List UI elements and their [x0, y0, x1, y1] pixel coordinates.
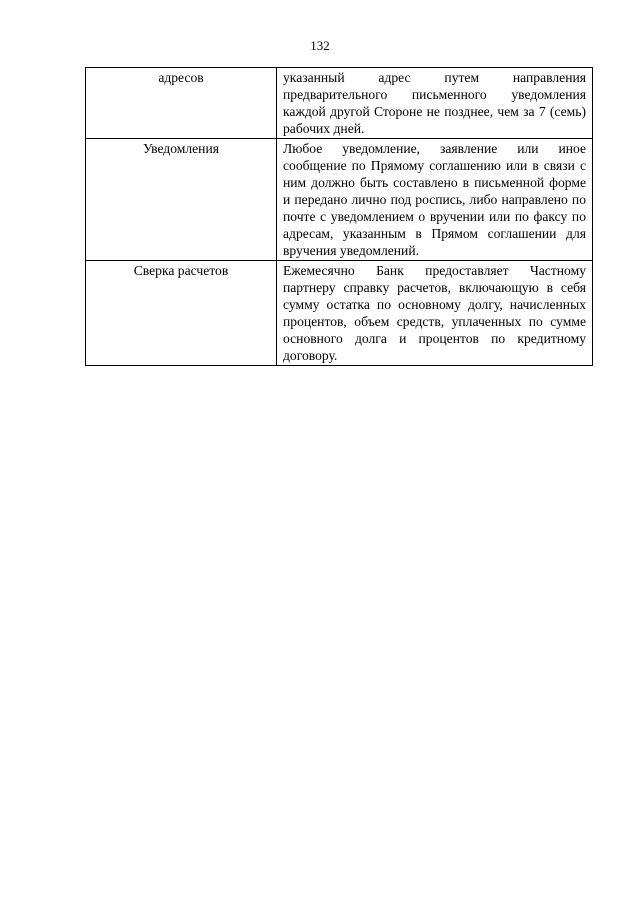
term-cell-addresses: адресов: [86, 68, 277, 139]
table-row: [86, 139, 593, 261]
terms-table: [85, 67, 593, 366]
table-row: [86, 261, 593, 366]
description-cell-notifications: Любое уведомление, заявление или иное сообщение по Прямому соглашению или в связи с ним должно быть составлено в письменной форме и передано лично под роспись, либо направлено по почте с уведомлением о вручении или по факсу по адресам, указанным в Прямом соглашении для вручения уведомлений.: [277, 139, 593, 261]
table-row: [86, 68, 593, 139]
term-cell-notifications: Уведомления: [86, 139, 277, 261]
page-number: 132: [310, 38, 330, 53]
term-cell-reconciliation: Сверка расчетов: [86, 261, 277, 366]
description-cell-reconciliation: Ежемесячно Банк предоставляет Частному партнеру справку расчетов, включающую в себя сумму остатка по основному долгу, начисленных процентов, объем средств, уплаченных по сумме основного долга и процентов по кредитному договору.: [277, 261, 593, 366]
description-cell-addresses: указанный адрес путем направления предварительного письменного уведомления каждой другой Стороне не позднее, чем за 7 (семь) рабочих дней.: [277, 68, 593, 139]
